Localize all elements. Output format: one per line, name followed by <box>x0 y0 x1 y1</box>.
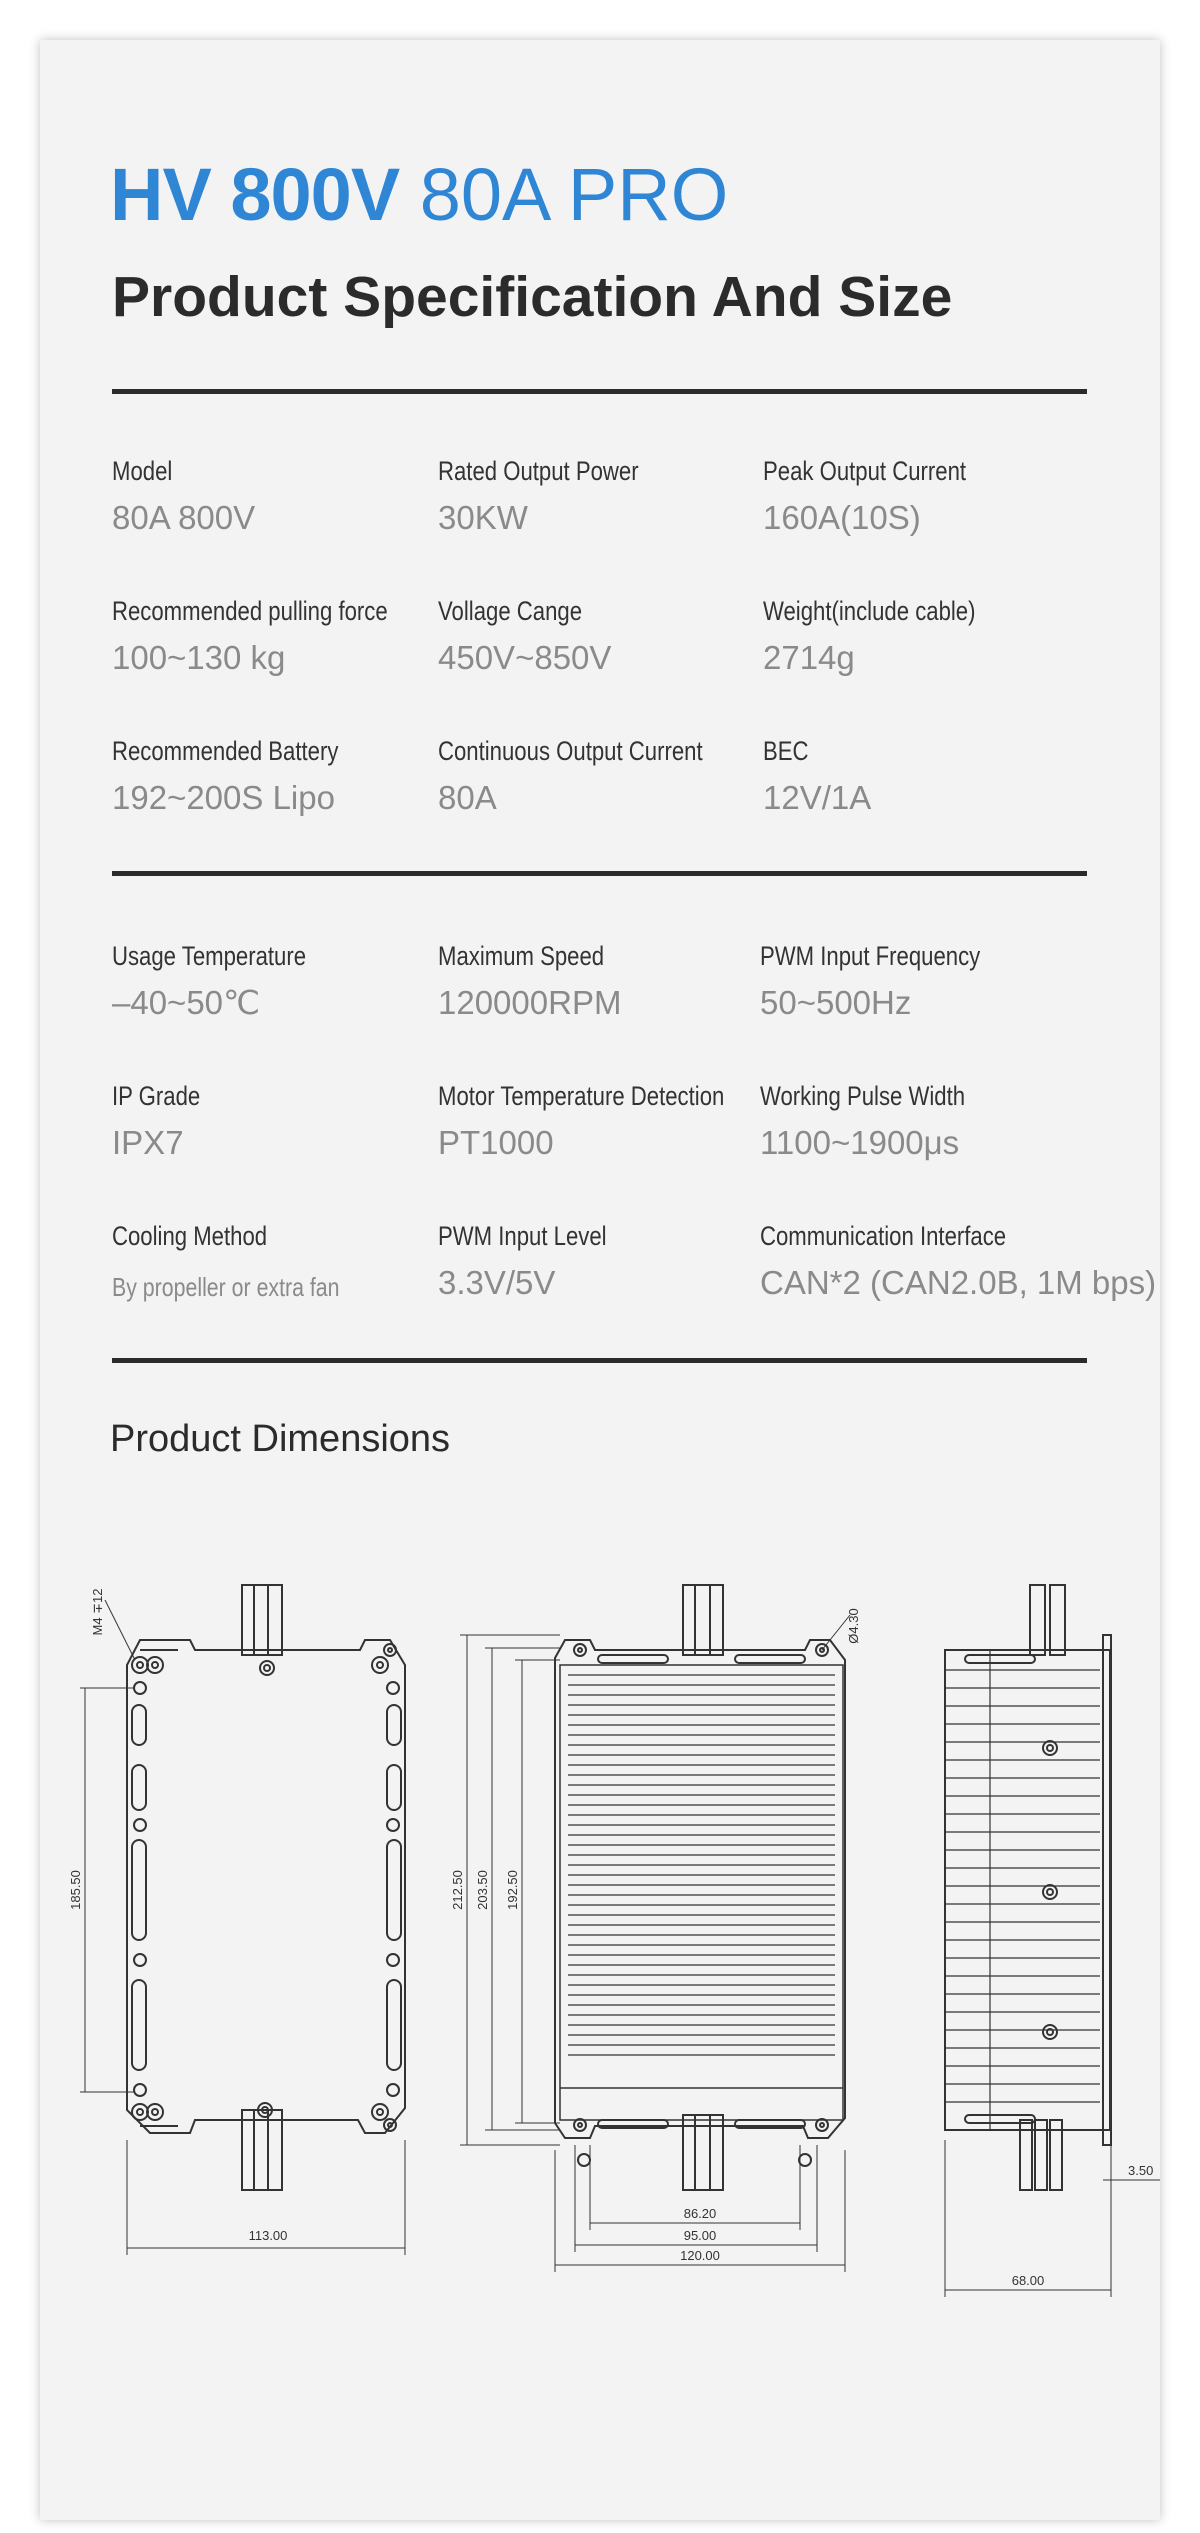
side-view-drawing <box>945 1585 1160 2297</box>
spec-value: By propeller or extra fan <box>112 1272 340 1302</box>
dimension-drawing <box>0 1540 1200 2320</box>
spec-value: 80A <box>438 779 497 816</box>
divider <box>112 1358 1087 1363</box>
spec-label: Weight(include cable) <box>763 596 976 626</box>
dim-mid-w1: 86.20 <box>683 2206 717 2221</box>
spec-value: 160A(10S) <box>763 499 921 536</box>
spec-label: Recommended Battery <box>112 736 339 766</box>
spec-label: Continuous Output Current <box>438 736 703 766</box>
dim-mid-h1: 212.50 <box>450 1870 465 1910</box>
spec-value: 30KW <box>438 499 528 536</box>
heatsink-fins <box>568 1675 835 2055</box>
spec-label: Usage Temperature <box>112 941 307 971</box>
spec-motor-temperature-detection <box>438 1080 787 1162</box>
spec-label: IP Grade <box>112 1081 201 1111</box>
spec-peak-output-current <box>763 455 1011 537</box>
spec-ip-grade <box>112 1080 220 1162</box>
dim-right-flange: 3.50 <box>1128 2163 1154 2178</box>
dim-mid-hole: Ø4.30 <box>846 1608 861 1644</box>
spec-label: Working Pulse Width <box>760 1081 966 1111</box>
spec-value: CAN*2 (CAN2.0B, 1M bps) <box>760 1264 1157 1301</box>
spec-value: 1100~1900μs <box>760 1124 960 1161</box>
spec-label: PWM Input Frequency <box>760 941 981 971</box>
spec-label: Peak Output Current <box>763 456 967 486</box>
spec-label: Motor Temperature Detection <box>438 1081 725 1111</box>
spec-maximum-speed <box>438 940 641 1022</box>
dim-left-thread: M4 ∓12 <box>90 1588 105 1636</box>
spec-value: –40~50℃ <box>112 984 261 1021</box>
dim-left-hole-spacing: 185.50 <box>68 1870 83 1910</box>
dim-mid-h3: 192.50 <box>505 1870 520 1910</box>
spec-usage-temperature <box>112 940 349 1022</box>
spec-value: 3.3V/5V <box>438 1264 556 1301</box>
spec-weight <box>763 595 1022 677</box>
spec-value: 192~200S Lipo <box>112 779 335 816</box>
spec-label: Cooling Method <box>112 1221 268 1251</box>
spec-value: 100~130 kg <box>112 639 286 676</box>
spec-rated-output-power <box>438 455 683 537</box>
spec-value: 50~500Hz <box>760 984 912 1021</box>
spec-continuous-current <box>438 735 761 817</box>
spec-label: Communication Interface <box>760 1221 1007 1251</box>
dim-mid-w3: 120.00 <box>680 2248 720 2263</box>
spec-pwm-input-level <box>438 1220 644 1302</box>
spec-value: PT1000 <box>438 1124 554 1161</box>
spec-label: Rated Output Power <box>438 456 639 486</box>
spec-label: Model <box>112 456 173 486</box>
spec-battery <box>112 735 388 817</box>
spec-cooling-method <box>112 1220 389 1306</box>
spec-value: IPX7 <box>112 1124 184 1161</box>
title-variant: 80A PRO <box>419 153 729 236</box>
divider <box>112 871 1087 876</box>
spec-value: 80A 800V <box>112 499 256 536</box>
spec-label: Recommended pulling force <box>112 596 388 626</box>
page-title <box>110 150 728 240</box>
spec-value: 2714g <box>763 639 855 676</box>
dim-right-depth: 68.00 <box>1011 2273 1045 2288</box>
spec-model <box>112 455 255 537</box>
dim-mid-w2: 95.00 <box>683 2228 717 2243</box>
spec-value: 450V~850V <box>438 639 612 676</box>
title-model: HV 800V <box>110 153 400 236</box>
bottom-view-drawing <box>80 1585 405 2255</box>
spec-communication-interface <box>760 1220 1156 1302</box>
spec-label: Maximum Speed <box>438 941 605 971</box>
dim-mid-h2: 203.50 <box>475 1870 490 1910</box>
dimensions-title: Product Dimensions <box>110 1418 451 1460</box>
spec-pulling-force <box>112 595 448 677</box>
page-subtitle: Product Specification And Size <box>112 265 953 329</box>
spec-value: 12V/1A <box>763 779 872 816</box>
top-view-drawing <box>460 1585 850 2272</box>
spec-label: Vollage Cange <box>438 596 583 626</box>
spec-working-pulse-width <box>760 1080 1010 1162</box>
dim-left-width: 113.00 <box>248 2228 288 2243</box>
spec-voltage-range <box>438 595 614 677</box>
spec-label: PWM Input Level <box>438 1221 607 1251</box>
spec-bec <box>763 735 871 817</box>
divider <box>112 389 1087 394</box>
spec-pwm-frequency <box>760 940 1029 1022</box>
spec-label: BEC <box>763 736 809 766</box>
spec-value: 120000RPM <box>438 984 622 1021</box>
